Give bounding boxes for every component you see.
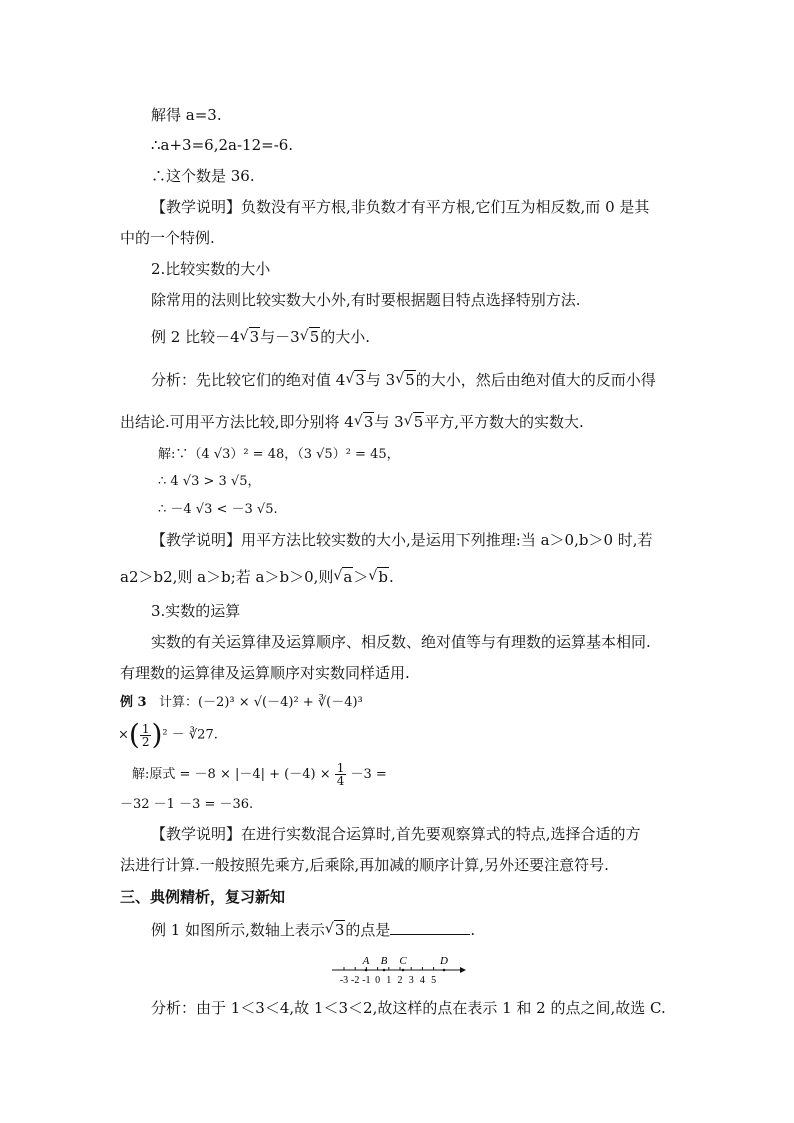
- text-line: a2＞b2,则 a＞b;若 a＞b＞0,则√ a＞√ b.: [120, 567, 394, 587]
- text-line: 法进行计算.一般按照先乘方,后乘除,再加减的顺序计算,另外还要注意符号.: [120, 856, 609, 874]
- number-line-tick-label: -1: [362, 975, 371, 986]
- text-line: ∴a+3=6,2a-12=-6.: [151, 136, 294, 154]
- solution-line: －32 －1 －3 = －36.: [120, 797, 254, 812]
- text-line: 除常用的法则比较实数大小外,有时要根据题目特点选择特别方法.: [151, 291, 581, 309]
- fraction: $\frac{1}{2}$: [141, 721, 150, 749]
- text-line: 实数的有关运算律及运算顺序、相反数、绝对值等与有理数的运算基本相同.: [151, 633, 651, 651]
- radical: √ 5: [300, 327, 321, 347]
- radical: √ 3: [325, 920, 346, 940]
- example-3-line: ×( $\frac{1}{2}$ )² － ∛27.: [118, 718, 218, 751]
- section-heading: 2.比较实数的大小: [151, 260, 271, 278]
- text-line: 解得 a=3.: [151, 106, 222, 124]
- radical: √ b: [368, 567, 389, 587]
- number-line-tick-label: 2: [397, 975, 403, 986]
- number-line-point: [402, 969, 405, 972]
- analysis-line: 出结论.可用平方法比较,即分别将 4√ 3与 3√ 5平方,平方数大的实数大.: [120, 412, 584, 432]
- section-heading: 三、典例精析，复习新知: [120, 888, 286, 906]
- number-line-point-label: D: [440, 955, 448, 967]
- number-line-tick-label: 5: [431, 975, 437, 986]
- number-line-tick-label: 1: [386, 975, 392, 986]
- number-line-tick-label: -2: [351, 975, 360, 986]
- fraction: $\frac{1}{4}$: [336, 761, 345, 788]
- example-1-line: 例 1 如图所示,数轴上表示√ 3的点是 .: [151, 920, 475, 940]
- answer-blank: [390, 934, 470, 935]
- solution-line: 解:原式 = －8 × |－4| + (－4) × $\frac{1}{4}$ －3 =: [132, 761, 387, 788]
- radical: √ 5: [395, 370, 416, 390]
- radical: √ a: [333, 567, 353, 587]
- section-heading: 3.实数的运算: [151, 602, 241, 620]
- number-line-tick-label: 0: [375, 975, 381, 986]
- radical: √ 3: [240, 327, 261, 347]
- number-line-point-label: B: [380, 955, 388, 967]
- text-line: 【教学说明】用平方法比较实数的大小,是运用下列推理:当 a＞0,b＞0 时,若: [151, 531, 653, 549]
- solution-line: ∴ 4 √3 > 3 √5，: [158, 474, 261, 489]
- radical: √ 3: [345, 370, 366, 390]
- number-line-point: [383, 969, 386, 972]
- number-line-tick-label: 3: [408, 975, 414, 986]
- number-line-diagram: [330, 952, 470, 988]
- solution-line: 解:∵（4 √3）² = 48，（3 √5）² = 45，: [158, 447, 400, 462]
- text-line: ∴这个数是 36.: [151, 167, 255, 185]
- radical: √ 5: [404, 412, 425, 432]
- radical: √ 3: [354, 412, 375, 432]
- example-3-line: 例 3 计算：(－2)³ × √(－4)² + ∛(－4)³: [120, 695, 363, 710]
- number-line-tick-label: -3: [339, 975, 349, 986]
- text-line: 分析：由于 1＜3＜4,故 1＜3＜2,故这样的点在表示 1 和 2 的点之间,故选 C.: [151, 999, 666, 1017]
- number-line-tick-label: 4: [419, 975, 425, 986]
- number-line-point-label: A: [362, 955, 370, 967]
- solution-line: ∴ －4 √3 < －3 √5.: [158, 502, 278, 517]
- analysis-line: 分析：先比较它们的绝对值 4√ 3与 3√ 5的大小，然后由绝对值大的反而小得: [151, 370, 656, 390]
- text-line: 中的一个特例.: [120, 229, 215, 247]
- example-2-line: 例 2 比较－4√ 3与－3√ 5的大小.: [151, 327, 370, 347]
- number-line-point: [443, 969, 446, 972]
- number-line-point-label: C: [399, 955, 407, 967]
- text-line: 【教学说明】在进行实数混合运算时,首先要观察算式的特点,选择合适的方: [151, 825, 641, 843]
- text-line: 有理数的运算律及运算顺序对实数同样适用.: [120, 664, 410, 682]
- text-line: 【教学说明】负数没有平方根,非负数才有平方根,它们互为相反数,而 0 是其: [151, 198, 650, 216]
